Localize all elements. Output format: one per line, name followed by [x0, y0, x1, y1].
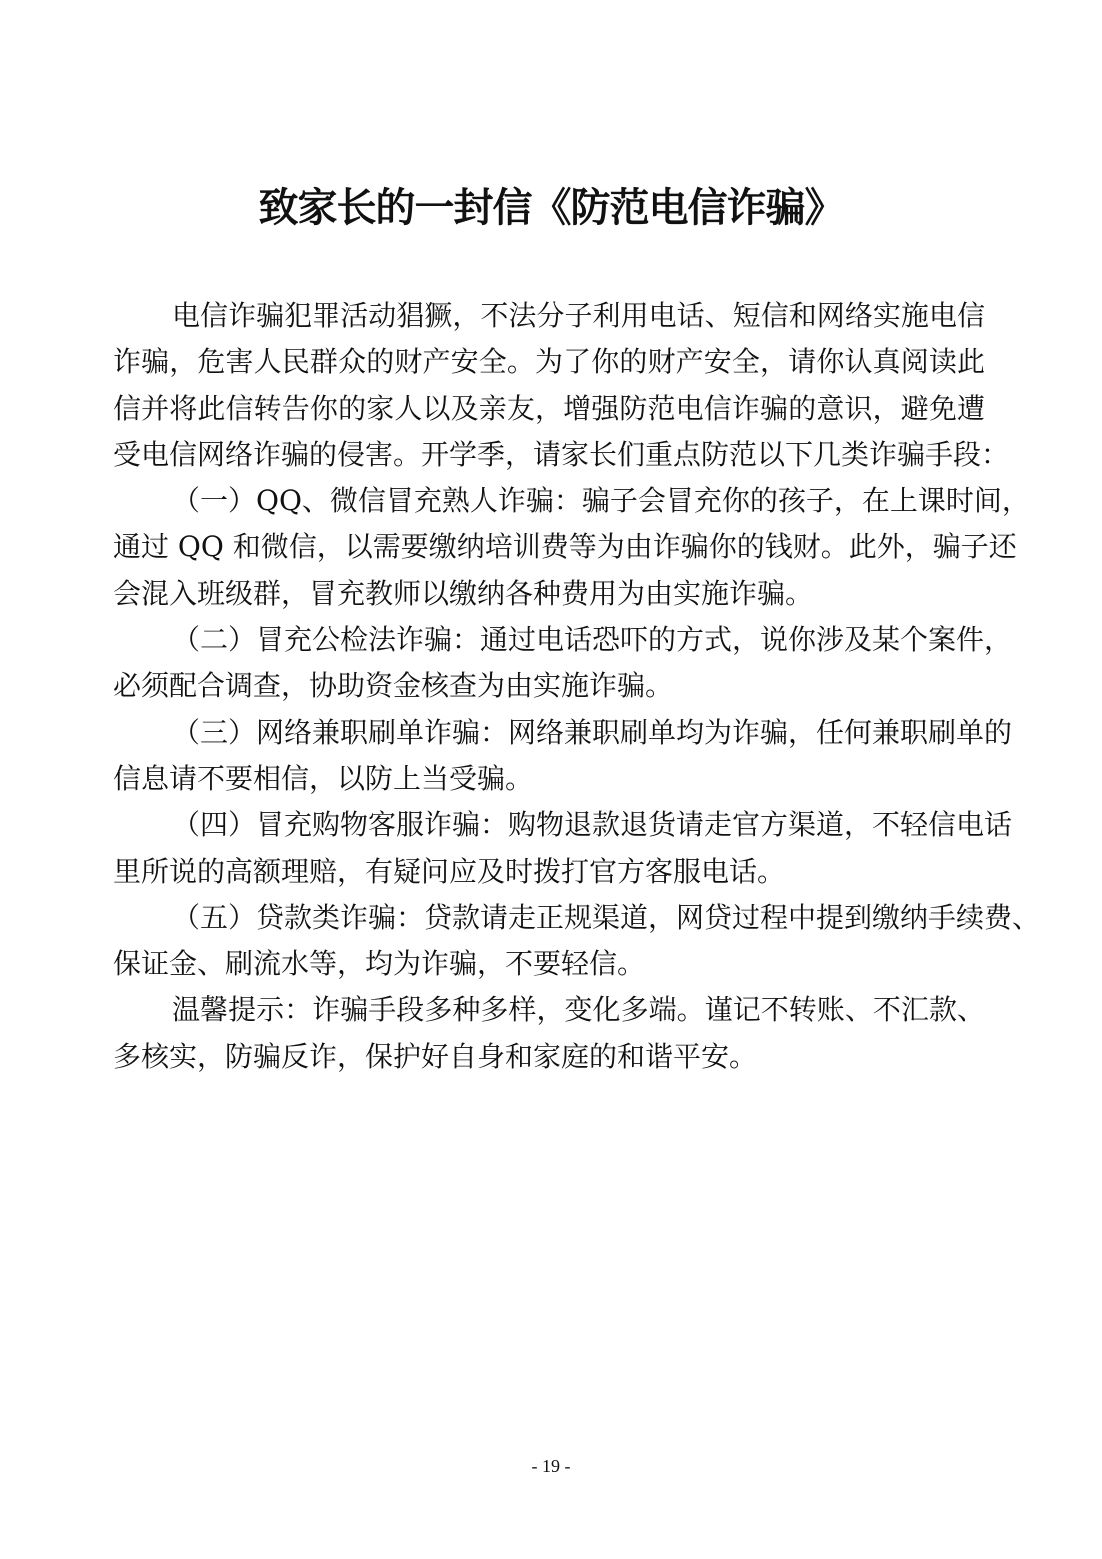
paragraph-line: （三）网络兼职刷单诈骗：网络兼职刷单均为诈骗，任何兼职刷单的: [172, 715, 1013, 749]
paragraph-line: 多核实，防骗反诈，保护好自身和家庭的和谐平安。: [113, 1039, 758, 1073]
paragraph-line: 诈骗，危害人民群众的财产安全。为了你的财产安全，请你认真阅读此: [113, 345, 985, 379]
page-number: - 19 -: [531, 1456, 571, 1476]
paragraph-line: 信并将此信转告你的家人以及亲友，增强防范电信诈骗的意识，避免遭: [113, 391, 985, 425]
paragraph-line: 会混入班级群，冒充教师以缴纳各种费用为由实施诈骗。: [113, 576, 814, 610]
paragraph: [113, 802, 1013, 895]
paragraph-line: 保证金、刷流水等，均为诈骗，不要轻信。: [113, 947, 646, 981]
paragraph-line: 电信诈骗犯罪活动猖獗，不法分子利用电话、短信和网络实施电信: [172, 299, 985, 332]
paragraph: [113, 895, 1041, 988]
paragraph-line: 温馨提示：诈骗手段多种多样，变化多端。谨记不转账、不汇款、: [172, 993, 985, 1027]
paragraph-line: （五）贷款类诈骗：贷款请走正规渠道，网贷过程中提到缴纳手续费、: [172, 900, 1041, 934]
paragraph-line: 通过 QQ 和微信，以需要缴纳培训费等为由诈骗你的钱财。此外，骗子还: [113, 530, 1017, 564]
document-title: 致家长的一封信《防范电信诈骗》: [258, 184, 844, 231]
paragraph-line: （一）QQ、微信冒充熟人诈骗：骗子会冒充你的孩子，在上课时间，: [172, 484, 1030, 518]
paragraph-line: 里所说的高额理赔，有疑问应及时拨打官方客服电话。: [113, 854, 786, 888]
paragraph-line: （二）冒充公检法诈骗：通过电话恐吓的方式，说你涉及某个案件，: [172, 623, 1013, 657]
paragraph-line: 必须配合调查，协助资金核查为由实施诈骗。: [113, 669, 674, 703]
paragraph: [113, 478, 1030, 617]
paragraph: [113, 710, 1013, 803]
paragraph-line: 信息请不要相信，以防上当受骗。: [113, 761, 534, 795]
paragraph-line: 受电信网络诈骗的侵害。开学季，请家长们重点防范以下几类诈骗手段：: [113, 437, 1010, 471]
paragraph-line: （四）冒充购物客服诈骗：购物退款退货请走官方渠道，不轻信电话: [172, 808, 1013, 842]
letter-body: [113, 293, 1041, 1080]
paragraph: [113, 293, 1010, 478]
paragraph: [113, 617, 1013, 710]
paragraph: [113, 987, 985, 1080]
